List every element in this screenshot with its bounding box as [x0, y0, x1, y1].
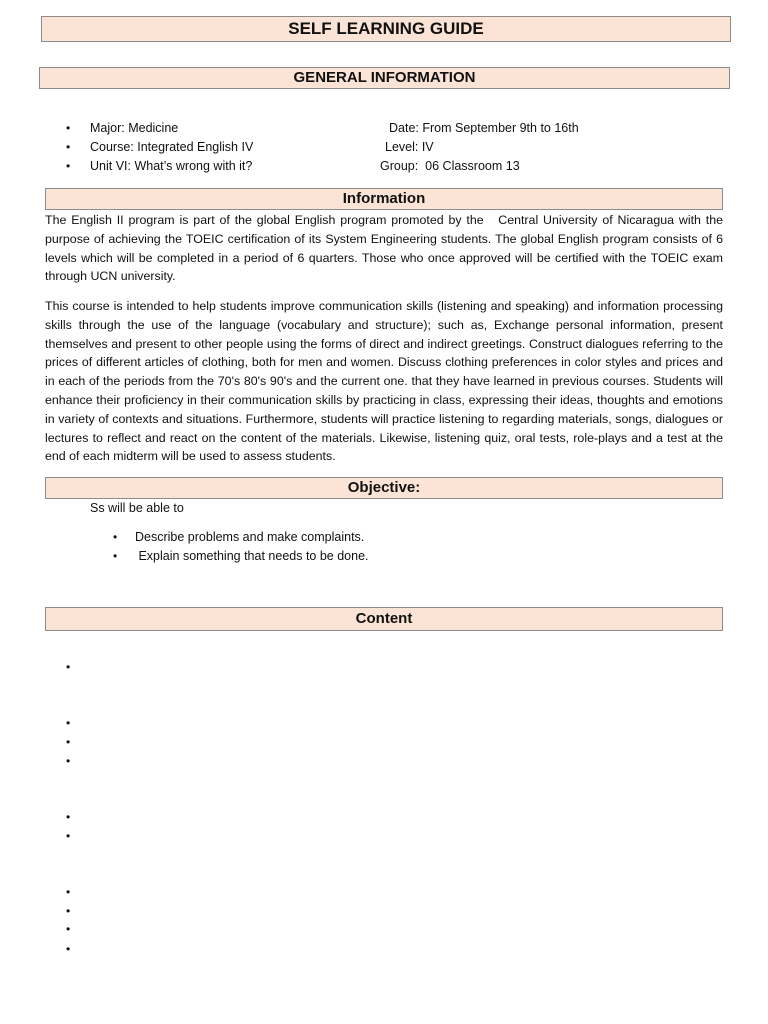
information-heading: Information — [45, 188, 723, 210]
content-heading: Content — [45, 607, 723, 631]
objective-heading: Objective: — [45, 477, 723, 499]
content-bullet-icon: • — [66, 735, 71, 749]
group-text: Group: 06 Classroom 13 — [380, 159, 520, 173]
content-bullet-icon: • — [66, 754, 71, 768]
content-bullet-icon: • — [66, 942, 71, 956]
content-bullet-icon: • — [66, 922, 71, 936]
objective-lead-text: Ss will be able to — [90, 501, 184, 515]
objective-item: Describe problems and make complaints. — [135, 530, 365, 544]
content-bullet-icon: • — [66, 810, 71, 824]
bullet-icon: • — [66, 140, 71, 154]
information-paragraph-1: The English II program is part of the global English program promoted by the Central University of Nicaragua with the purpose of achieving the TOEIC certification of its System Engineering students. The global English program consists of 6 levels which will be completed in a period of 6 quarters. Those who once approved will be certified with the TOEIC exam through UCN university. — [45, 213, 727, 284]
course-text: Course: Integrated English IV — [90, 140, 254, 154]
major-text: Major: Medicine — [90, 121, 179, 135]
content-bullet-icon: • — [66, 660, 71, 674]
information-paragraph-2: This course is intended to help students improve communication skills (listening and speaking) and information processing skills through the use of the language (vocabulary and structure); such as, Exchange personal information, present themselves and present to other people using the forms of direct and indirect greetings. Construct dialogues referring to the prices of different articles of clothing, both for men and women. Discuss clothing preferences in color styles and prices and in each of the periods from the 70's 80's 90's and the current one. that they have learned in previous courses. Students will enhance their proficiency in their communication skills by practicing in class, expressing their ideas, thoughts and emotions in variety of contexts and situations. Furthermore, students will practice listening to regarding materials, songs, dialogues or lectures to reflect and react on the content of the materials. Likewise, listening quiz, oral tests, role-plays and a test at the end of each midterm will be used to assess students. — [45, 299, 723, 464]
bullet-icon: • — [113, 549, 118, 563]
content-bullet-icon: • — [66, 885, 71, 899]
bullet-icon: • — [66, 121, 71, 135]
unit-text: Unit VI: What’s wrong with it? — [90, 159, 253, 173]
bullet-icon: • — [66, 159, 71, 173]
objective-item: Explain something that needs to be done. — [135, 549, 369, 563]
bullet-icon: • — [113, 530, 118, 544]
date-text: Date: From September 9th to 16th — [389, 121, 579, 135]
general-information-heading: GENERAL INFORMATION — [39, 67, 730, 89]
page-title: SELF LEARNING GUIDE — [41, 16, 731, 42]
content-bullet-icon: • — [66, 716, 71, 730]
level-text: Level: IV — [385, 140, 434, 154]
content-bullet-icon: • — [66, 829, 71, 843]
content-bullet-icon: • — [66, 904, 71, 918]
